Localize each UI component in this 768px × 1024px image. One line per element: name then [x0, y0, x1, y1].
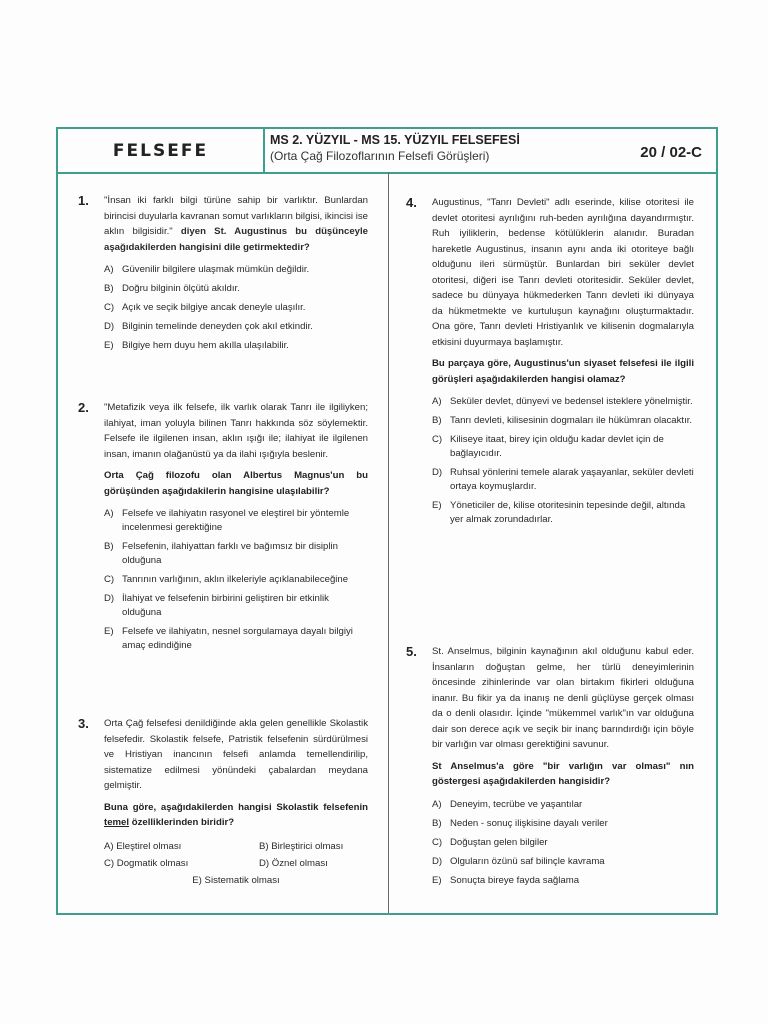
- question-number: 4.: [406, 195, 417, 210]
- question-prompt: Buna göre, aşağıdakilerden hangisi Skolastik felsefenin temel özelliklerinden biridir?: [104, 801, 368, 828]
- question-text: "Metafizik veya ilk felsefe, ilk varlık olarak Tanrı ile ilgiliyken; ilahiyat, iman yoluyla bilinen Tanrı hakkında söz söylemektir. Felsefe ile ilgilenen insan, aklın ışığı ile; ilahiyat ile ilgilenen insan, imanın olağanüstü ya da ilahi ışığıyla beslenir.: [104, 402, 368, 460]
- options-list: [432, 798, 694, 888]
- option-a[interactable]: A) Seküler devlet, dünyevi ve bedensel isteklere yönelmiştir.: [432, 396, 693, 407]
- question-1: [78, 193, 368, 358]
- options-list: [104, 263, 368, 353]
- option-c[interactable]: C) Kiliseye itaat, birey için olduğu kadar devlet için de bağlayıcıdır.: [432, 434, 664, 459]
- options-list: [104, 507, 368, 653]
- option-c[interactable]: C) Doğuştan gelen bilgiler: [432, 836, 548, 848]
- question-prompt: Bu parçaya göre, Augustinus'un siyaset felsefesi ile ilgili görüşleri aşağıdakilerden hangisi olamaz?: [432, 358, 694, 385]
- question-number: 1.: [78, 193, 89, 208]
- question-number: 2.: [78, 400, 89, 415]
- option-c[interactable]: C) Tanrının varlığının, aklın ilkeleriyle açıklanabileceğine: [104, 574, 349, 585]
- question-quote: "İnsan iki farklı bilgi türüne sahip bir varlıktır. Bunlardan birincisi duyularla kavranan somut varlıkların bilgisi, ikincisi ise aklın bilgisidir.": [104, 195, 368, 237]
- option-b[interactable]: B) Doğru bilginin ölçütü akıldır.: [104, 283, 240, 294]
- question-4: [406, 195, 694, 532]
- topic-subtitle: (Orta Çağ Filozoflarının Felsefi Görüşleri): [270, 149, 490, 163]
- option-e[interactable]: E) Felsefe ve ilahiyatın, nesnel sorgulamaya dayalı bilgiyi amaç edindiğine: [104, 626, 353, 651]
- option-b[interactable]: B) Tanrı devleti, kilisesinin dogmaları ile hükümran olacaktır.: [432, 415, 693, 426]
- option-b[interactable]: B) Birleştirici olması: [259, 840, 344, 852]
- column-divider: [388, 172, 389, 913]
- question-number: 3.: [78, 716, 89, 731]
- option-a[interactable]: A) Deneyim, tecrübe ve yaşantılar: [432, 798, 583, 810]
- option-e[interactable]: E) Sonuçta bireye fayda sağlama: [432, 874, 580, 886]
- option-b[interactable]: B) Neden - sonuç ilişkisine dayalı veriler: [432, 817, 608, 829]
- question-3: [78, 716, 368, 886]
- question-prompt: diyen St. Augustinus bu düşünceyle aşağıdakilerden hangisini dile getirmektedir?: [104, 226, 368, 253]
- option-d[interactable]: D) Ruhsal yönlerini temele alarak yaşayanlar, seküler devleti ortaya koymuşlardır.: [432, 467, 694, 492]
- subject-title: FELSEFE: [58, 129, 265, 172]
- sheet-code: 20 / 02-C: [640, 144, 702, 161]
- option-a[interactable]: A) Eleştirel olması: [104, 840, 182, 852]
- question-text: Augustinus, "Tanrı Devleti" adlı eserinde, kilise otoritesi ile devlet otoritesi ayrılığını ruh-beden ayrılığına dayandırmıştır. Ruh iyiliklerin, bedense kötülüklerin alanıdır. Buradan hareketle Augustinus, insanın aynı anda iki otoriteye bağlı olduğunu ileri sürmüştür. Bunlardan biri seküler devlet otoritesi, diğeri ise Tanrı devleti otoritesidir. Seküler devlet, sadece bu dünyaya hükmederken Tanrı devleti iki dünyaya da hükmetmekte ve kurtuluşun kaynağını oluşturmaktadır. Ona göre, Tanrı devleti Hristiyanlık ve kilisenin dogmalarıyla etkisini duyurmaya başlamıştır.: [432, 197, 694, 348]
- question-prompt: Orta Çağ filozofu olan Albertus Magnus'un bu görüşünden aşağıdakilerin hangisine ulaşılabilir?: [104, 470, 368, 497]
- option-a[interactable]: A) Felsefe ve ilahiyatın rasyonel ve eleştirel bir yöntemle incelenmesi gerektiğine: [104, 508, 350, 533]
- option-e[interactable]: E) Bilgiye hem duyu hem akılla ulaşılabilir.: [104, 340, 289, 351]
- question-number: 5.: [406, 644, 417, 659]
- options-list: [432, 395, 694, 527]
- topic-title: [270, 133, 610, 164]
- question-2: [78, 400, 368, 658]
- option-a[interactable]: A) Güvenilir bilgilere ulaşmak mümkün değildir.: [104, 264, 310, 275]
- question-text: Orta Çağ felsefesi denildiğinde akla gelen genellikle Skolastik felsefedir. Skolastik felsefe, Patristik felsefenin sürdürülmesi ve Hristiyan inancının felsefi anlamda temellendirilip, sistematize edilmesi yönündeki çabalardan meydana gelmiştir.: [104, 718, 368, 791]
- question-5: [406, 644, 694, 893]
- option-c[interactable]: C) Açık ve seçik bilgiye ancak deneyle ulaşılır.: [104, 302, 306, 313]
- option-d[interactable]: D) Öznel olması: [259, 857, 328, 869]
- question-text: St. Anselmus, bilginin kaynağının akıl olduğunu kabul eder. İnsanların doğuştan gelme, her türlü deneyimlerinin öncesinde zihinlerinde var olan birtakım fikirleri olduğuna inanır. Bu fikir ya da inanış ne denli güçlüyse gerçek olması da o denli olasıdır. İçinde "mükemmel varlık"ın var olduğuna dair son derece açık ve seçik bir inanç barındırdığı için böyle bir varlığın var olması gerektiğini savunur.: [432, 646, 694, 750]
- option-e[interactable]: E) Sistematik olması: [192, 874, 280, 886]
- option-e[interactable]: E) Yöneticiler de, kilise otoritesinin tepesinde değil, altında yer almak zorundadırlar.: [432, 500, 686, 525]
- question-prompt: St Anselmus'a göre "bir varlığın var olması" nın göstergesi aşağıdakilerden hangisidir?: [432, 760, 694, 787]
- options-grid: [104, 841, 368, 869]
- worksheet-header: [58, 129, 716, 174]
- option-c[interactable]: C) Dogmatik olması: [104, 857, 189, 869]
- topic-main-title: MS 2. YÜZYIL - MS 15. YÜZYIL FELSEFESİ: [270, 133, 520, 147]
- option-b[interactable]: B) Felsefenin, ilahiyattan farklı ve bağımsız bir disiplin olduğuna: [104, 541, 338, 566]
- option-d[interactable]: D) Bilginin temelinde deneyden çok akıl etkindir.: [104, 321, 313, 332]
- worksheet: [56, 127, 718, 915]
- option-d[interactable]: D) İlahiyat ve felsefenin birbirini geliştiren bir etkinlik olduğuna: [104, 593, 329, 618]
- option-d[interactable]: D) Olguların özünü saf bilinçle kavrama: [432, 855, 605, 867]
- question-text: [104, 193, 368, 255]
